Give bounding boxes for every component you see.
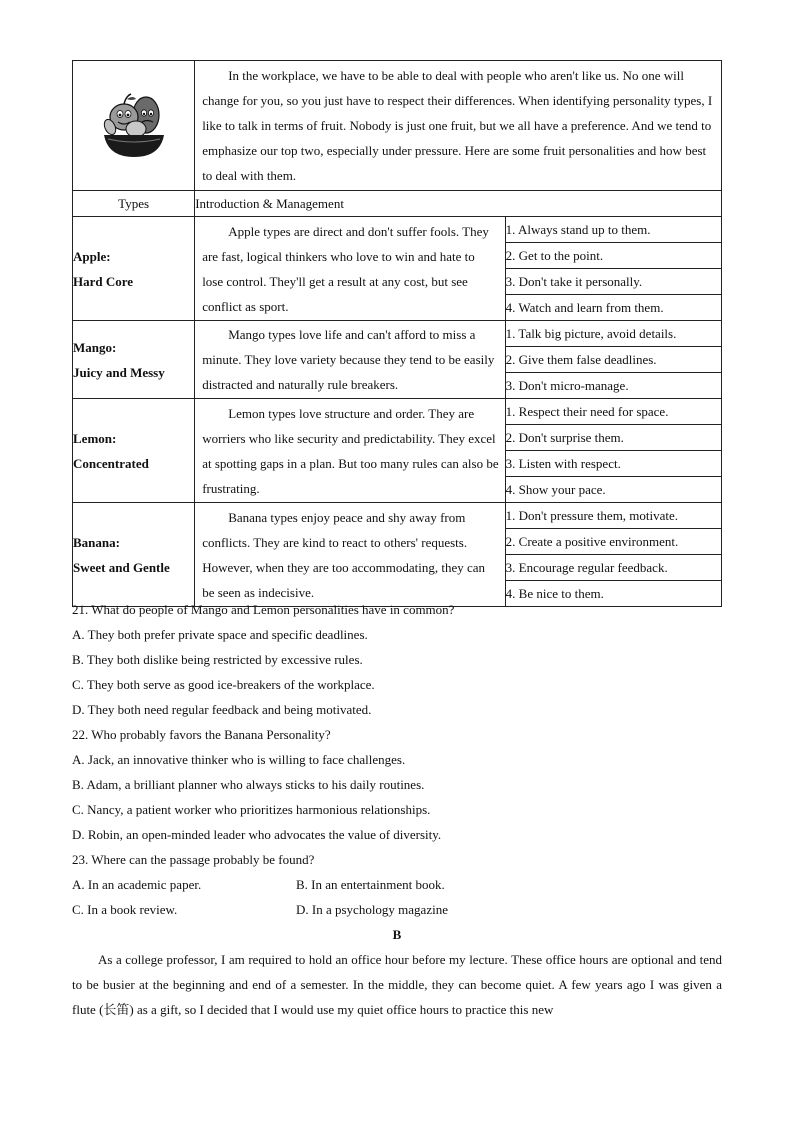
apple-row: [73, 217, 722, 243]
mango-row: [73, 321, 722, 347]
apple-tip: 2. Get to the point.: [505, 243, 721, 269]
header-types: Types: [73, 191, 195, 217]
banana-tip: 4. Be nice to them.: [505, 581, 721, 607]
apple-tip: 4. Watch and learn from them.: [505, 295, 721, 321]
question-21-stem: 21. What do people of Mango and Lemon personalities have in common?: [72, 602, 455, 617]
lemon-row: [73, 399, 722, 425]
lemon-tip: 4. Show your pace.: [505, 477, 721, 503]
lemon-tip: 1. Respect their need for space.: [505, 399, 721, 425]
question-21-option: D. They both need regular feedback and being motivated.: [72, 702, 372, 717]
mango-subtitle: Juicy and Messy: [73, 364, 165, 380]
apple-description-cell: [195, 217, 505, 321]
mango-name: Mango:: [73, 339, 117, 355]
mango-tip: 1. Talk big picture, avoid details.: [505, 321, 721, 347]
lemon-name: Lemon:: [73, 430, 117, 446]
lemon-subtitle: Concentrated: [73, 455, 149, 471]
lemon-type-cell: [73, 399, 195, 503]
mango-tip: 3. Don't micro-manage.: [505, 373, 721, 399]
question-23-option: C. In a book review.: [72, 902, 178, 917]
question-22-stem: 22. Who probably favors the Banana Personality?: [72, 727, 331, 742]
apple-subtitle: Hard Core: [73, 273, 134, 289]
question-22-option: C. Nancy, a patient worker who prioritizes harmonious relationships.: [72, 802, 431, 817]
question-21-option: C. They both serve as good ice-breakers of the workplace.: [72, 677, 375, 692]
mango-tip: 2. Give them false deadlines.: [505, 347, 721, 373]
section-b-paragraph: As a college professor, I am required to hold an office hour before my lecture. These office hours are optional and tend to be busier at the beginning and end of a semester. In the middle, they can become quiet. A few years ago I was given a flute (长笛) as a gift, so I decided that I would use my quiet office hours to practice this new: [72, 952, 722, 1017]
banana-subtitle: Sweet and Gentle: [73, 559, 170, 575]
banana-description: Banana types enjoy peace and shy away from conflicts. They are kind to react to others' requests. However, when they are too accommodating, they can be seen as indecisive.: [202, 509, 486, 600]
question-23-stem: 23. Where can the passage probably be found?: [72, 852, 315, 867]
apple-tip: 1. Always stand up to them.: [505, 217, 721, 243]
apple-description: Apple types are direct and don't suffer fools. They are fast, logical thinkers who love to win and hate to lose control. They'll get a result at any cost, but see conflict as sport.: [202, 223, 489, 314]
banana-tip: 3. Encourage regular feedback.: [505, 555, 721, 581]
question-23-options-row: [72, 897, 722, 922]
lemon-tip: 3. Listen with respect.: [505, 451, 721, 477]
intro-image-cell: [73, 61, 195, 191]
apple-name: Apple:: [73, 248, 111, 264]
question-21-option: A. They both prefer private space and specific deadlines.: [72, 627, 368, 642]
apple-type-cell: [73, 217, 195, 321]
question-22-option: B. Adam, a brilliant planner who always sticks to his daily routines.: [72, 777, 425, 792]
question-22-option: D. Robin, an open-minded leader who advocates the value of diversity.: [72, 827, 442, 842]
banana-type-cell: [73, 503, 195, 607]
intro-text-cell: [195, 61, 722, 191]
intro-row: [73, 61, 722, 191]
banana-tip: 1. Don't pressure them, motivate.: [505, 503, 721, 529]
lemon-description-cell: [195, 399, 505, 503]
header-introduction: Introduction & Management: [195, 191, 722, 217]
mango-description-cell: [195, 321, 505, 399]
question-23-option: A. In an academic paper.: [72, 877, 202, 892]
question-22-option: A. Jack, an innovative thinker who is willing to face challenges.: [72, 752, 406, 767]
section-b-title: B: [392, 927, 402, 942]
banana-description-cell: [195, 503, 505, 607]
banana-tip: 2. Create a positive environment.: [505, 529, 721, 555]
header-row: [73, 191, 722, 217]
banana-row: [73, 503, 722, 529]
question-23-option: B. In an entertainment book.: [296, 877, 445, 892]
question-21-option: B. They both dislike being restricted by excessive rules.: [72, 652, 363, 667]
lemon-description: Lemon types love structure and order. They are worriers who like security and predictability. They excel at spotting gaps in a plan. But too many rules can also be frustrating.: [202, 405, 499, 496]
fruit-bowl-icon: [100, 91, 168, 161]
fruit-personality-table: [72, 60, 722, 607]
apple-tip: 3. Don't take it personally.: [505, 269, 721, 295]
banana-name: Banana:: [73, 534, 120, 550]
mango-type-cell: [73, 321, 195, 399]
questions-section: [72, 597, 722, 1022]
intro-text: In the workplace, we have to be able to deal with people who aren't like us. No one will change for you, so you just have to respect their differences. When identifying personality types, I like to talk in terms of fruit. Nobody is just one fruit, but we all have a preference. And we tend to emphasize our top two, especially under pressure. Here are some fruit personalities and how best to deal with them.: [202, 68, 713, 183]
lemon-tip: 2. Don't surprise them.: [505, 425, 721, 451]
question-23-options-row: [72, 872, 722, 897]
mango-description: Mango types love life and can't afford to miss a minute. They love variety because they tend to be easily distracted and naturally rule breakers.: [202, 327, 495, 392]
question-23-option: D. In a psychology magazine: [296, 902, 448, 917]
